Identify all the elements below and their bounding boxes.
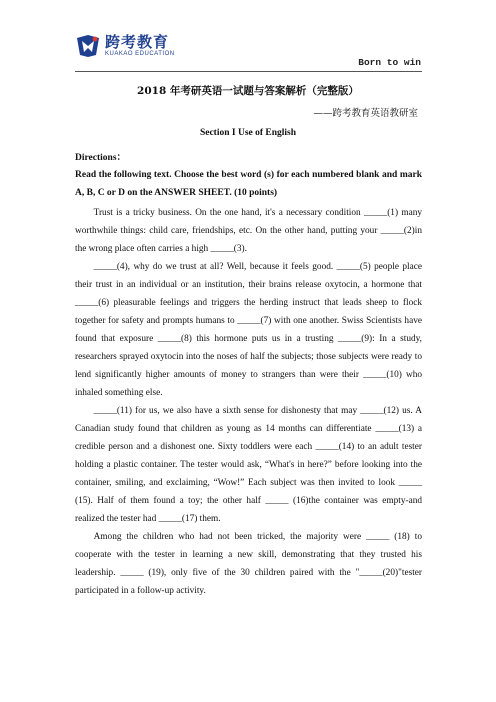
- logo-cn: 跨考教育: [105, 33, 170, 51]
- passage-paragraph: Trust is a tricky business. On the one hand, it's a necessary condition _____(1) many worthwhile things: child care, friendships, etc. On the other hand, putting your _____(2)in the wrong place often carries a high _____(3).: [75, 208, 422, 254]
- slogan: Born to win: [358, 57, 421, 68]
- kuakao-logo-icon: [75, 34, 101, 58]
- passage: [75, 204, 422, 600]
- passage-paragraph: _____(4), why do we trust at all? Well, because it feels good. _____(5) people place their trust in an individual or an institution, their brains release oxytocin, a hormone that _____(6) pleasurable feelings and triggers the herding instruct that leads sheep to flock together for safety and prompts humans to _____(7) with one another. Swiss Scientists have found that exposure _____(8) this hormone puts us in a trusting _____(9): In a study, researchers sprayed oxytocin into the noses of half the subjects; those subjects were ready to lend significantly higher amounts of money to strangers than were their _____(10) who inhaled something else.: [75, 262, 422, 398]
- directions-label: Directions：: [75, 153, 127, 163]
- logo-text: [105, 34, 175, 58]
- logo-en: KUAKAO EDUCATION: [105, 51, 175, 57]
- section-heading: Section I Use of English: [199, 128, 297, 138]
- document-byline: ——跨考教育英语教研室: [313, 108, 418, 119]
- header-divider: [75, 71, 422, 72]
- directions-text: Read the following text. Choose the best word (s) for each numbered blank and mark A, B, C or D on the ANSWER SHEET. (10 points): [75, 170, 422, 198]
- brand-logo: [75, 34, 175, 58]
- page-header: [75, 34, 421, 72]
- passage-paragraph: Among the children who had not been tricked, the majority were _____ (18) to cooperate with the tester in learning a new skill, demonstrating that they trusted his leadership. _____ (19), only five of the 30 children paired with the "_____(20)"tester participated in a follow-up activity.: [75, 532, 422, 596]
- passage-paragraph: _____(11) for us, we also have a sixth sense for dishonesty that may _____(12) us. A Canadian study found that children as young as 14 months can differentiate _____(13) a credible person and a dishonest one. Sixty toddlers were each _____(14) to an adult tester holding a plastic container. The tester would ask, “What's in here?” before looking into the container, smiling, and exclaiming, “Wow!” Each subject was then invited to look _____ (15). Half of them found a toy; the other half _____ (16)the container was empty-and realized the tester had _____(17) them.: [75, 406, 422, 524]
- document-title: 2018 年考研英语一试题与答案解析（完整版）: [137, 85, 359, 97]
